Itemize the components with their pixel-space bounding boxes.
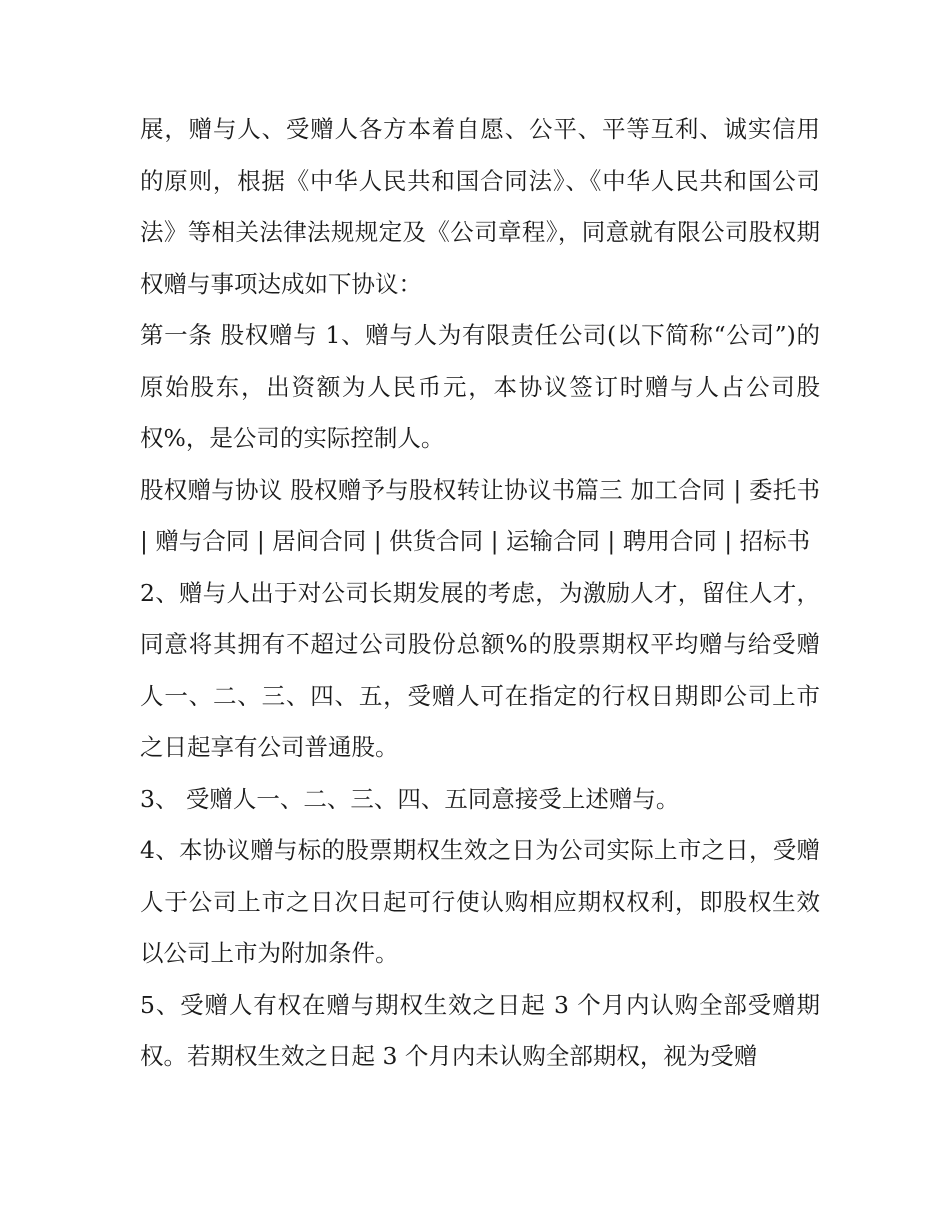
paragraph-article-1-clause-1: 第一条 股权赠与 1、赠与人为有限责任公司(以下简称“公司”)的原始股东，出资额为人民币元，本协议签订时赠与人占公司股权%，是公司的实际控制人。 <box>140 321 820 452</box>
paragraph-preamble: 展，赠与人、受赠人各方本着自愿、公平、平等互利、诚实信用的原则，根据《中华人民共和国合同法》、《中华人民共和国公司法》等相关法律法规规定及《公司章程》，同意就有限公司股权期权赠与事项达成如下协议： <box>140 115 820 298</box>
paragraph-clause-3: 3、 受赠人一、二、三、四、五同意接受上述赠与。 <box>140 784 680 813</box>
paragraph-clause-5: 5、受赠人有权在赠与期权生效之日起 3 个月内认购全部受赠期权。若期权生效之日起 3 个月内未认购全部期权，视为受赠 <box>140 990 820 1070</box>
paragraph-clause-4: 4、本协议赠与标的股票期权生效之日为公司实际上市之日，受赠人于公司上市之日次日起可行使认购相应期权权利，即股权生效以公司上市为附加条件。 <box>140 836 820 967</box>
paragraph-related-contracts: 股权赠与协议 股权赠予与股权转让协议书篇三 加工合同 | 委托书 | 赠与合同 | 居间合同 | 供货合同 | 运输合同 | 聘用合同 | 招标书 <box>140 475 820 555</box>
document-body <box>140 104 820 1083</box>
paragraph-clause-2: 2、赠与人出于对公司长期发展的考虑，为激励人才，留住人才，同意将其拥有不超过公司股份总额%的股票期权平均赠与给受赠人一、二、三、四、五，受赠人可在指定的行权日期即公司上市之日起享有公司普通股。 <box>140 578 820 761</box>
